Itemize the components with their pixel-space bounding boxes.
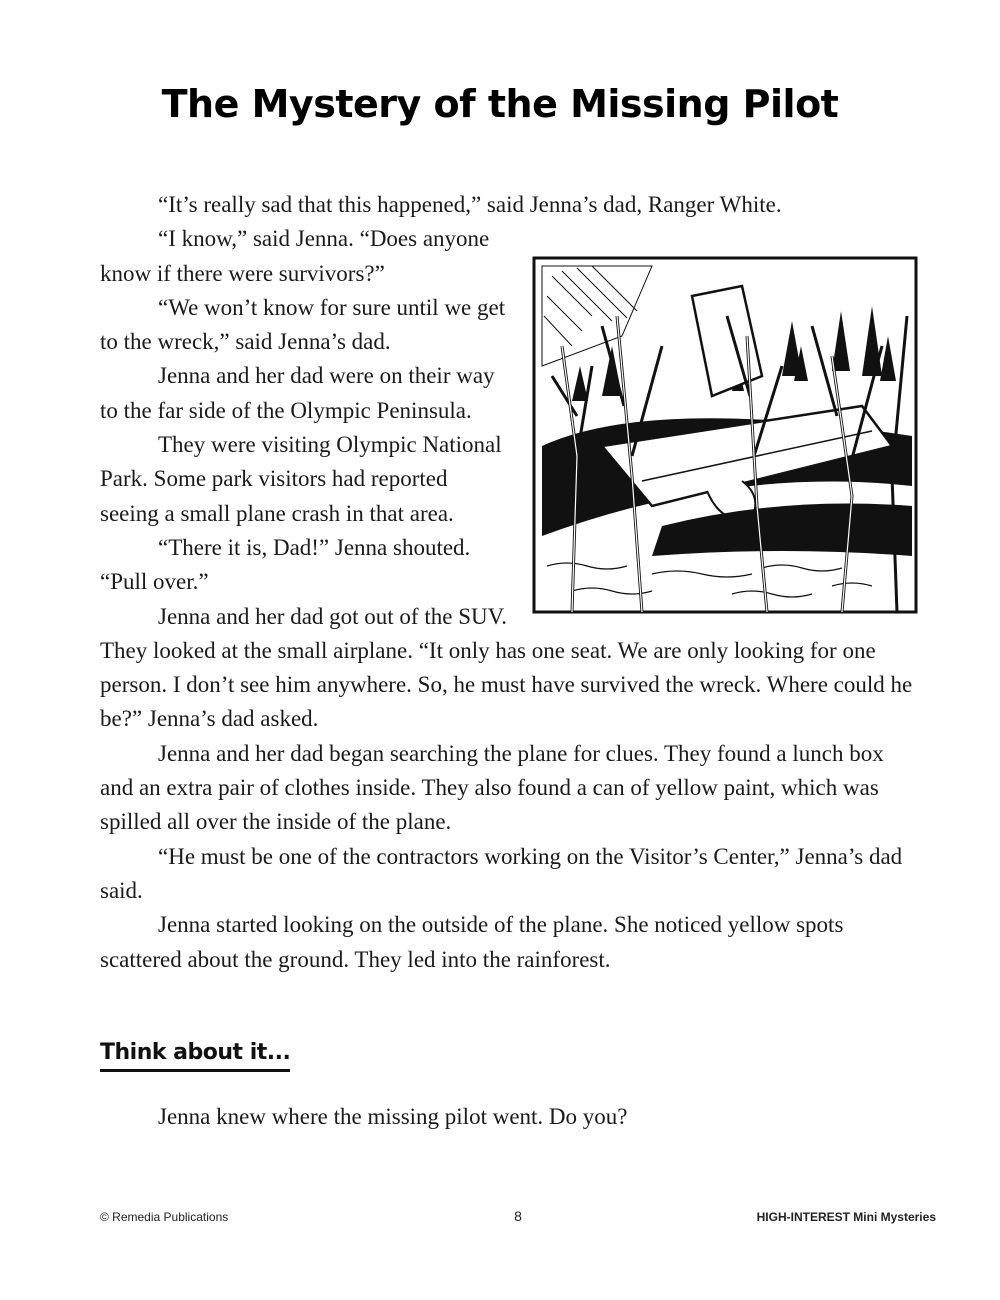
story-paragraph: Jenna and her dad began searching the plane for clues. They found a lunch box and an extra pair of clothes inside. They also found a can of yellow paint, which was spilled all over the inside of the plane. — [100, 740, 884, 835]
story-paragraph: Jenna started looking on the outside of the plane. She noticed yellow spots scattered about the ground. They led into the rainforest. — [100, 912, 844, 972]
story-paragraph: They were visiting Olympic National Park. Some park visitors had reported seeing a small plane crash in that area. — [100, 432, 502, 526]
think-about-it-heading: Think about it... — [100, 1040, 290, 1072]
story-paragraph: Jenna and her dad were on their way to the far side of the Olympic Peninsula. — [100, 363, 495, 423]
story-paragraph: “We won’t know for sure until we get to the wreck,” said Jenna’s dad. — [100, 294, 506, 355]
story-paragraph: Jenna and her dad got out of the SUV. They looked at the small airplane. “It only has one seat. We are only looking for one person. I don’t see him anywhere. So, he must have survived the wreck. Where could he be?” Jenna’s dad asked. — [100, 603, 913, 732]
story-paragraph: “I know,” said Jenna. “Does anyone know if there were survivors?” — [100, 226, 490, 286]
plane-crash-illustration — [532, 256, 918, 616]
story-paragraph: “He must be one of the contractors working on the Visitor’s Center,” Jenna’s dad said. — [100, 843, 903, 903]
footer-series: HIGH-INTEREST Mini Mysteries — [756, 1210, 936, 1224]
story-text — [100, 188, 918, 977]
footer-page-number: 8 — [514, 1208, 522, 1224]
question-text: Jenna knew where the missing pilot went. Do you? — [158, 1104, 628, 1129]
story-paragraph: “It’s really sad that this happened,” said Jenna’s dad, Ranger White. — [158, 192, 782, 217]
story-paragraph: “There it is, Dad!” Jenna shouted. “Pull over.” — [100, 534, 471, 595]
page-title: The Mystery of the Missing Pilot — [161, 82, 839, 126]
footer-publisher: © Remedia Publications — [100, 1210, 229, 1224]
